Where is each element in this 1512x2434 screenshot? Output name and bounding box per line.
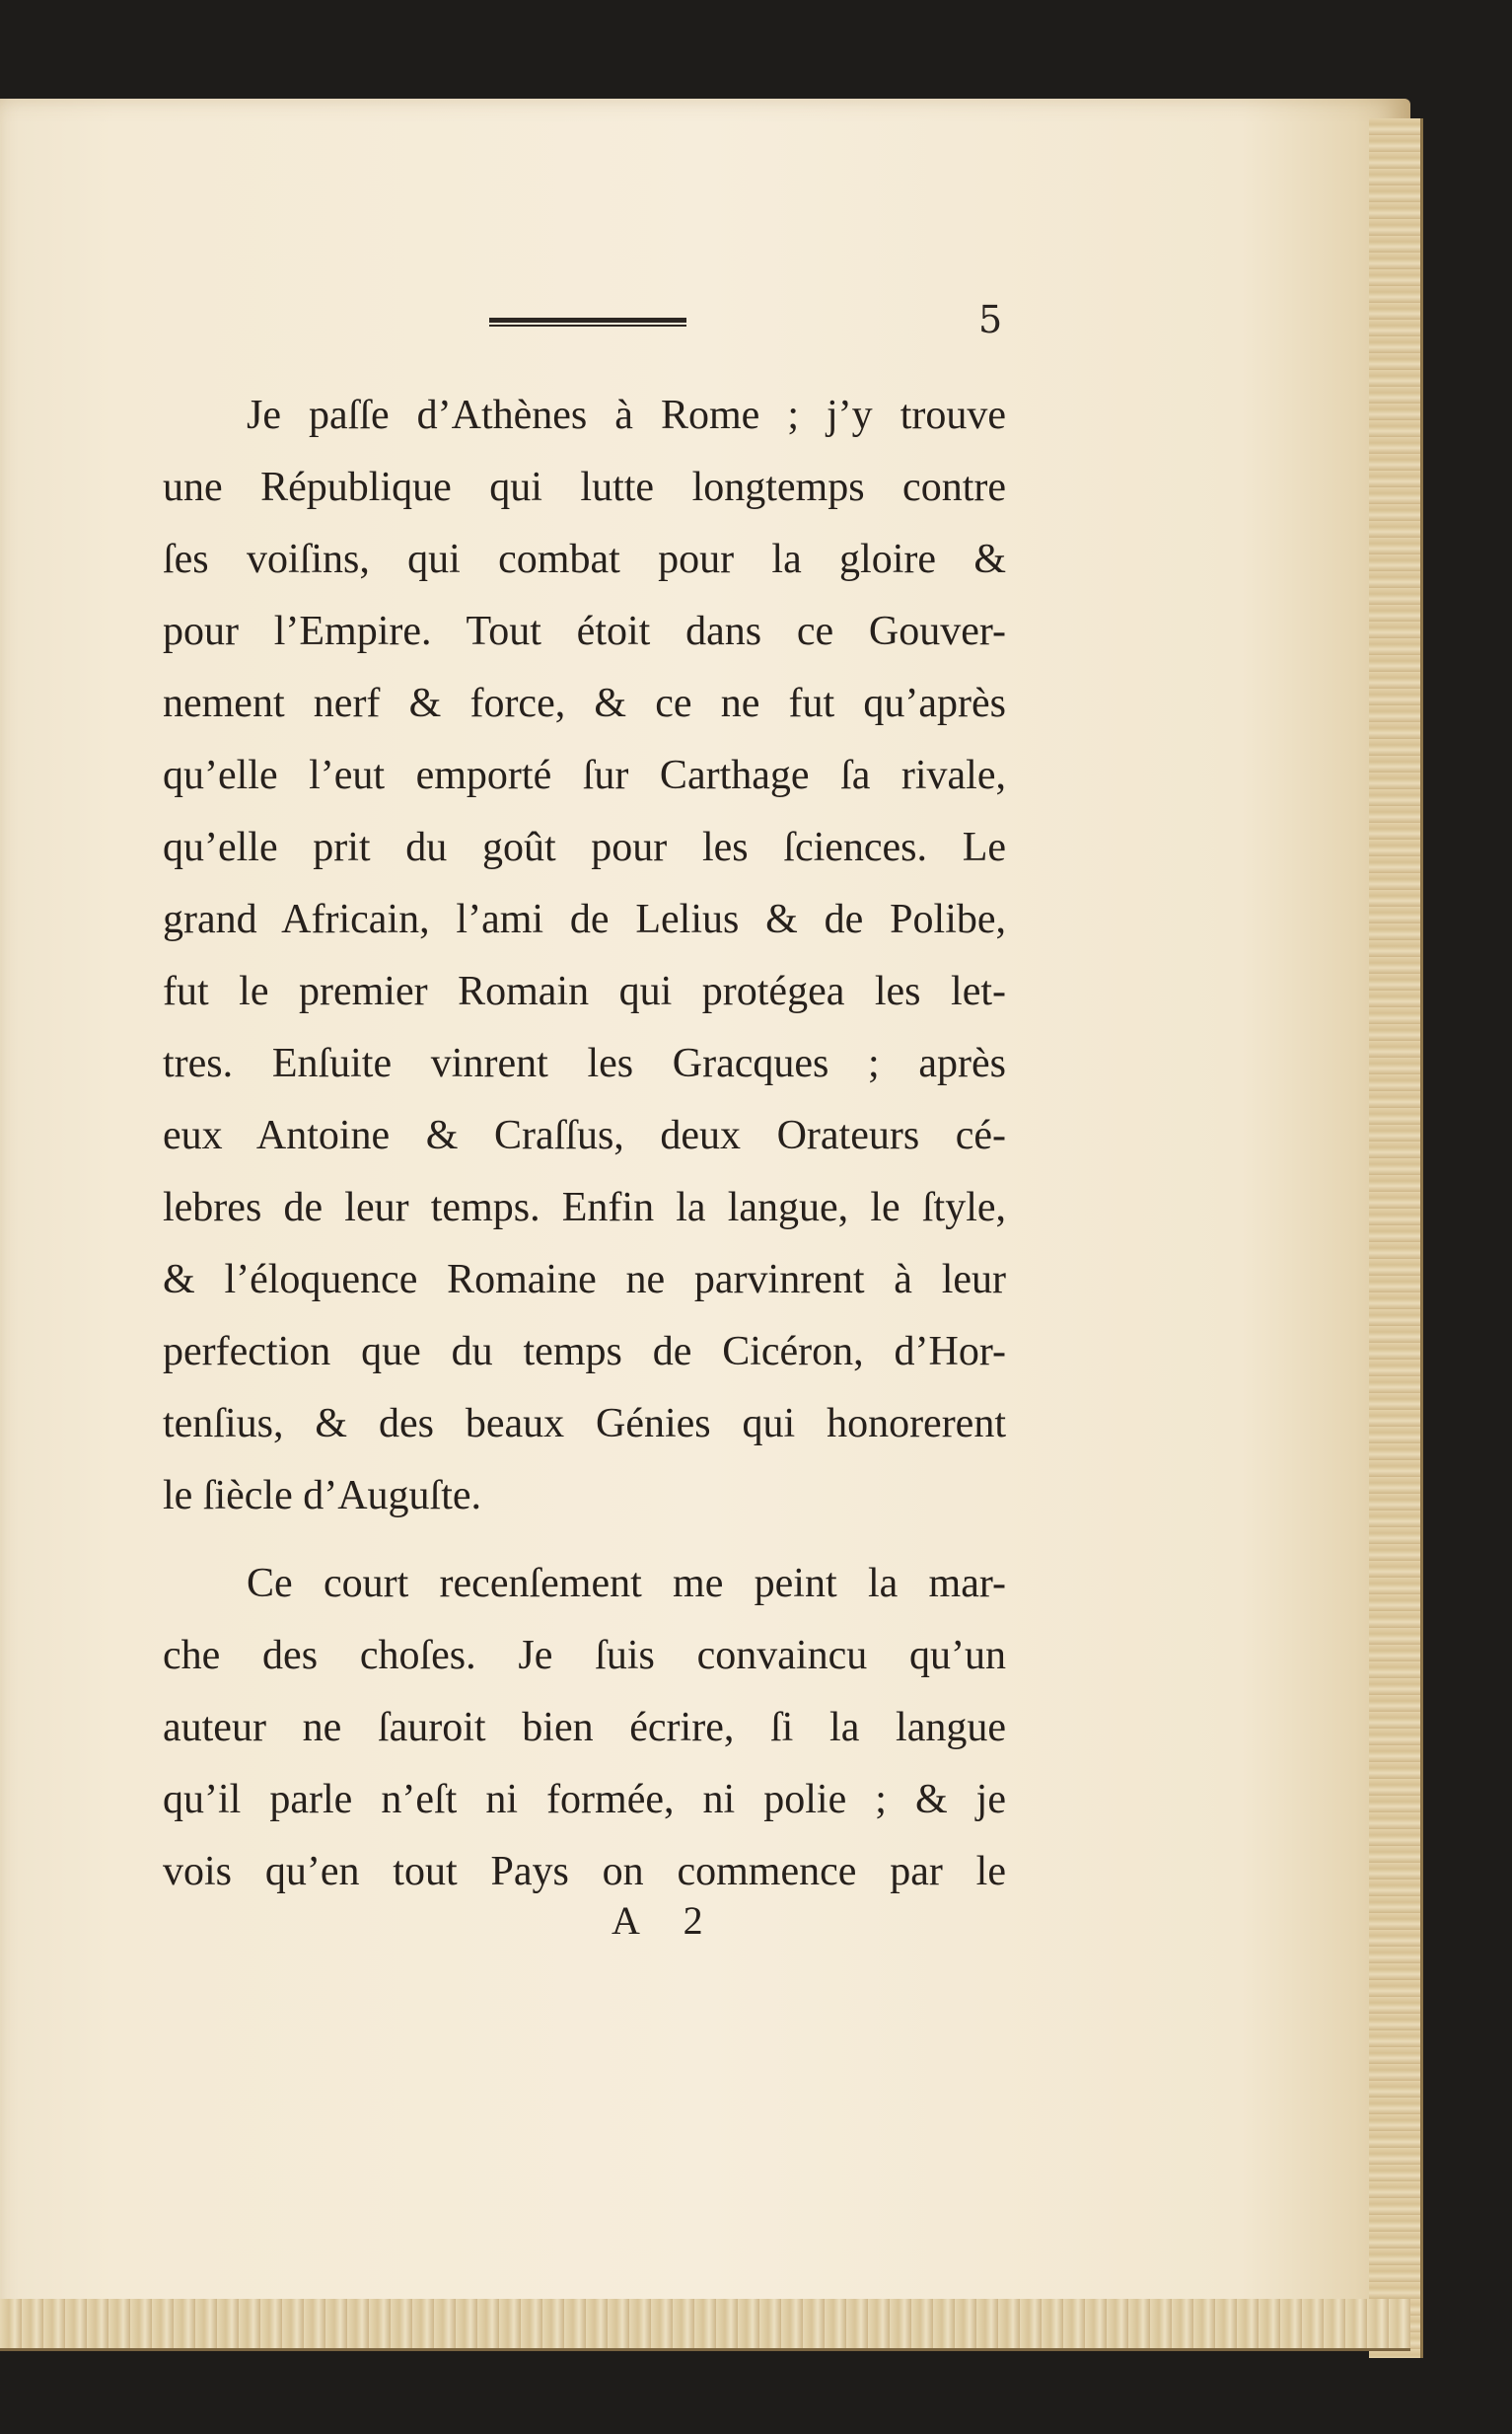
text-line: Ce court recenſement me peint la mar- [247, 1561, 1006, 1606]
text-line: vois qu’en tout Pays on commence par le [163, 1849, 1006, 1894]
text-line: grand Africain, l’ami de Lelius & de Polibe, [163, 897, 1006, 942]
text-line: nement nerf & force, & ce ne fut qu’après [163, 681, 1006, 726]
text-line: le ſiècle d’Auguſte. [163, 1473, 482, 1518]
text-line: lebres de leur temps. Enfin la langue, le ſtyle, [163, 1185, 1006, 1230]
text-line: & l’éloquence Romaine ne parvinrent à leur [163, 1257, 1006, 1302]
signature-mark: A 2 [612, 1898, 721, 1943]
text-line: pour l’Empire. Tout étoit dans ce Gouver- [163, 609, 1006, 654]
text-line: auteur ne ſauroit bien écrire, ſi la langue [163, 1705, 1006, 1750]
text-line: fut le premier Romain qui protégea les let- [163, 969, 1006, 1014]
text-line: eux Antoine & Craſſus, deux Orateurs cé- [163, 1113, 1006, 1158]
text-line: tres. Enſuite vinrent les Gracques ; après [163, 1041, 1006, 1086]
text-line: che des choſes. Je ſuis convaincu qu’un [163, 1633, 1006, 1678]
text-line: Je paſſe d’Athènes à Rome ; j’y trouve [247, 393, 1006, 438]
page-edge-fore [1369, 118, 1423, 2358]
text-line: ſes voiſins, qui combat pour la gloire & [163, 537, 1006, 582]
text-line: qu’elle prit du goût pour les ſciences. Le [163, 825, 1006, 870]
text-line: qu’elle l’eut emporté ſur Carthage ſa rivale, [163, 753, 1006, 798]
paragraph-1 [163, 380, 1006, 1532]
text-line: tenſius, & des beaux Génies qui honorerent [163, 1401, 1006, 1446]
text-line: qu’il parle n’eſt ni formée, ni polie ; & je [163, 1777, 1006, 1822]
paragraph-gap [163, 1532, 1006, 1548]
body-text [163, 380, 1006, 1908]
text-line: une République qui lutte longtemps contre [163, 465, 1006, 510]
paragraph-2 [163, 1548, 1006, 1908]
header-rule [489, 318, 686, 327]
text-line: perfection que du temps de Cicéron, d’Hor- [163, 1329, 1006, 1374]
page-number: 5 [978, 298, 1003, 341]
page-edge-bottom [0, 2299, 1410, 2351]
